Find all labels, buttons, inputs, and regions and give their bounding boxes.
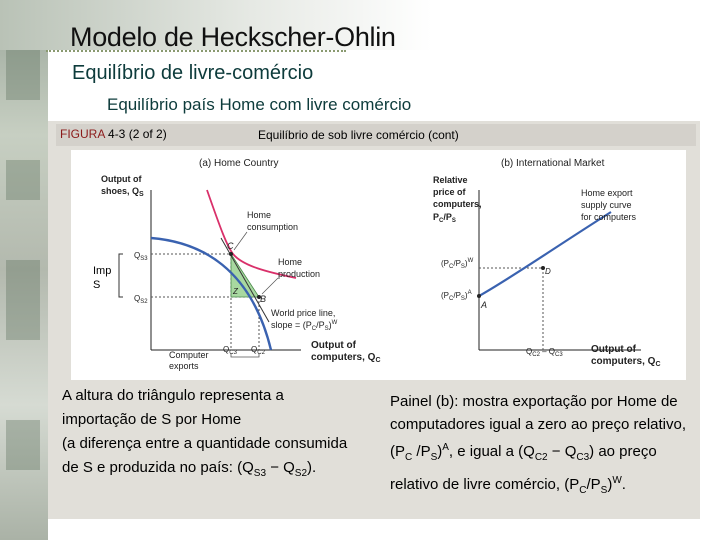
figure-caption: Equilíbrio de sob livre comércio (cont) (258, 128, 459, 142)
consumption-label-2: consumption (247, 222, 299, 232)
left-explanation-line1: A altura do triângulo representa a importação de S por Home (62, 387, 284, 428)
panel-a-xlabel-2: computers, $Q_C$ (311, 352, 381, 364)
panel-b-xlabel-2: computers, $Q_C$ (591, 356, 661, 368)
export-supply-curve (479, 212, 611, 296)
tick-price-a: $(P_C/P_S)^A$ (441, 290, 472, 302)
point-b-label: B (260, 294, 267, 304)
figure-label-prefix: FIGURA (60, 127, 105, 141)
panel-a-ylabel-1: Output of (101, 174, 142, 184)
panel-a-title: (a) Home Country (199, 158, 279, 169)
imports-bracket (119, 254, 123, 297)
panel-b-ylabel-4: $P_C/P_S$ (433, 212, 456, 224)
slide-subtitle: Equilíbrio de livre-comércio (72, 62, 314, 84)
imports-label-2: S (93, 279, 101, 291)
production-label-1: Home (278, 257, 303, 267)
diagram-svg (71, 150, 686, 380)
supply-label-1: Home export (581, 188, 633, 198)
panel-b-title: (b) International Market (501, 158, 605, 169)
imports-label (93, 264, 111, 292)
consumption-pointer (234, 232, 247, 250)
figure-label-suffix: (2 of 2) (128, 127, 167, 141)
right-explanation: Painel (b): mostra exportação por Home de computadores igual a zero ao preço relativo, ($P_C$ $/P_S)^A$, e igual a $(Q_{C2} - Q_{C3})$ ao preço relativo de livre comércio, $(P_C/P_S)^W$. (390, 393, 687, 496)
point-a-label: A (481, 300, 488, 310)
tick-price-w: $(P_C/P_S)^W$ (441, 258, 474, 270)
tick-qc2: $Q_{C2}$ (251, 345, 265, 356)
panel-a-xlabel-1: Output of (311, 340, 356, 351)
figure-label-number: 4-3 (108, 127, 126, 141)
point-c-label: C (227, 241, 234, 251)
point-d-label: D (545, 267, 551, 276)
supply-label-2: supply curve (581, 200, 632, 210)
figure-label (60, 127, 167, 141)
panel-b-ylabel-3: computers, (433, 199, 482, 209)
decorative-left-strip (0, 0, 48, 540)
consumption-label-1: Home (247, 210, 272, 220)
panel-a-ylabel-2: shoes, $Q_S$ (101, 186, 144, 198)
tick-qs3: $Q_{S3}$ (134, 251, 148, 262)
panel-b-xlabel-1: Output of (591, 344, 636, 355)
left-explanation (62, 384, 362, 486)
tick-qs2: $Q_{S2}$ (134, 294, 148, 305)
imports-label-1: Imp (93, 265, 112, 277)
panel-b-xtick: $Q_{C2} - Q_{C3}$ (526, 347, 563, 358)
production-pointer (262, 278, 278, 294)
production-label-2: production (278, 269, 321, 279)
exports-label-2: exports (169, 361, 199, 371)
left-explanation-line2: (a diferença entre a quantidade consumida de S e produzida no país: $(Q_{S3} - Q_{S2})$. (62, 435, 348, 479)
exports-label-1: Computer (169, 350, 209, 360)
point-z-label: Z (233, 287, 238, 296)
section-heading: Equilíbrio país Home com livre comércio (107, 95, 412, 114)
supply-label-3: for computers (581, 212, 637, 222)
panel-b-ylabel-1: Relative (433, 175, 468, 185)
title-underline (46, 50, 346, 52)
graph-area (71, 150, 686, 380)
tick-qc3: $Q_{C3}$ (223, 345, 237, 356)
point-c-dot (229, 252, 233, 256)
price-line-label-1: World price line, (271, 308, 336, 318)
price-line-label-2: slope = $(P_C/P_S)^W$ (271, 320, 338, 332)
point-a-dot (477, 294, 481, 298)
slide-title: Modelo de Heckscher-Ohlin (70, 22, 396, 52)
panel-b-ylabel-2: price of (433, 187, 466, 197)
